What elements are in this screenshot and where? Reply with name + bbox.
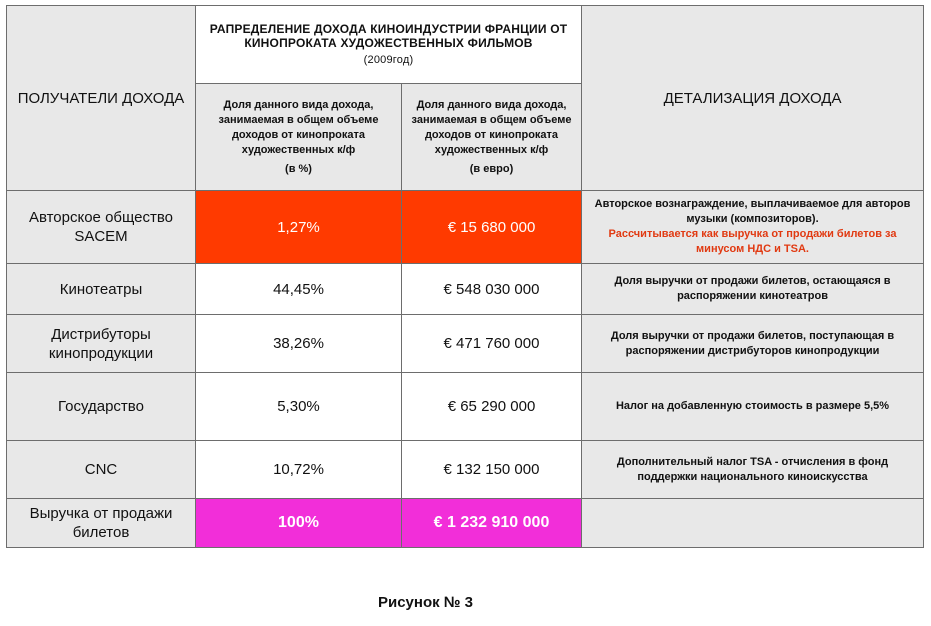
share-cell: 1,27%	[196, 191, 402, 264]
detail-accent-text: Рассчитывается как выручка от продажи билетов за минусом НДС и TSA.	[608, 228, 897, 255]
detail-cell: Дополнительный налог TSA - отчисления в фонд поддержки национального киноискусства	[582, 441, 924, 499]
amount-cell: € 15 680 000	[402, 191, 582, 264]
share-cell: 5,30%	[196, 373, 402, 441]
main-title-text: РАПРЕДЕЛЕНИЕ ДОХОДА КИНОИНДУСТРИИ ФРАНЦИИ ОТ КИНОПРОКАТА ХУДОЖЕСТВЕННЫХ ФИЛЬМОВ	[209, 22, 568, 50]
revenue-table	[6, 5, 924, 548]
table-row	[7, 373, 924, 441]
table-row	[7, 441, 924, 499]
figure-caption: Рисунок № 3	[377, 594, 474, 611]
amount-cell: € 132 150 000	[402, 441, 582, 499]
detail-cell: Доля выручки от продажи билетов, поступающая в распоряжении дистрибуторов кинопродукции	[582, 315, 924, 373]
header-year: (2009год)	[363, 54, 414, 66]
share-cell: 100%	[196, 499, 402, 548]
detail-cell	[582, 191, 924, 264]
detail-cell: Доля выручки от продажи билетов, остающаяся в распоряжении кинотеатров	[582, 264, 924, 315]
table-row	[7, 191, 924, 264]
share-unit: (в %)	[285, 162, 312, 175]
share-cell: 38,26%	[196, 315, 402, 373]
header-main-title	[196, 6, 582, 84]
recipient-cell: Кинотеатры	[7, 264, 196, 315]
share-column-text: Доля данного вида дохода, занимаемая в общем объеме доходов от кинопроката художественных к/ф	[218, 98, 379, 156]
table-row	[7, 499, 924, 548]
table-row	[7, 315, 924, 373]
recipient-cell: Выручка от продажи билетов	[7, 499, 196, 548]
amount-column-text: Доля данного вида дохода, занимаемая в общем объеме доходов от кинопроката художественных к/ф	[411, 98, 572, 156]
header-recipients: ПОЛУЧАТЕЛИ ДОХОДА	[7, 6, 196, 191]
recipient-cell: Авторское общество SACEM	[7, 191, 196, 264]
detail-text: Авторское вознаграждение, выплачиваемое для авторов музыки (композиторов).	[594, 198, 911, 225]
detail-cell: Налог на добавленную стоимость в размере 5,5%	[582, 373, 924, 441]
recipient-cell: CNC	[7, 441, 196, 499]
amount-cell: € 1 232 910 000	[402, 499, 582, 548]
share-cell: 10,72%	[196, 441, 402, 499]
amount-unit: (в евро)	[469, 162, 514, 175]
recipient-cell: Дистрибуторы кинопродукции	[7, 315, 196, 373]
amount-cell: € 548 030 000	[402, 264, 582, 315]
recipient-cell: Государство	[7, 373, 196, 441]
header-amount-column	[402, 84, 582, 191]
table-row	[7, 264, 924, 315]
header-detail: ДЕТАЛИЗАЦИЯ ДОХОДА	[582, 6, 924, 191]
detail-cell	[582, 499, 924, 548]
share-cell: 44,45%	[196, 264, 402, 315]
amount-cell: € 471 760 000	[402, 315, 582, 373]
header-share-column	[196, 84, 402, 191]
amount-cell: € 65 290 000	[402, 373, 582, 441]
